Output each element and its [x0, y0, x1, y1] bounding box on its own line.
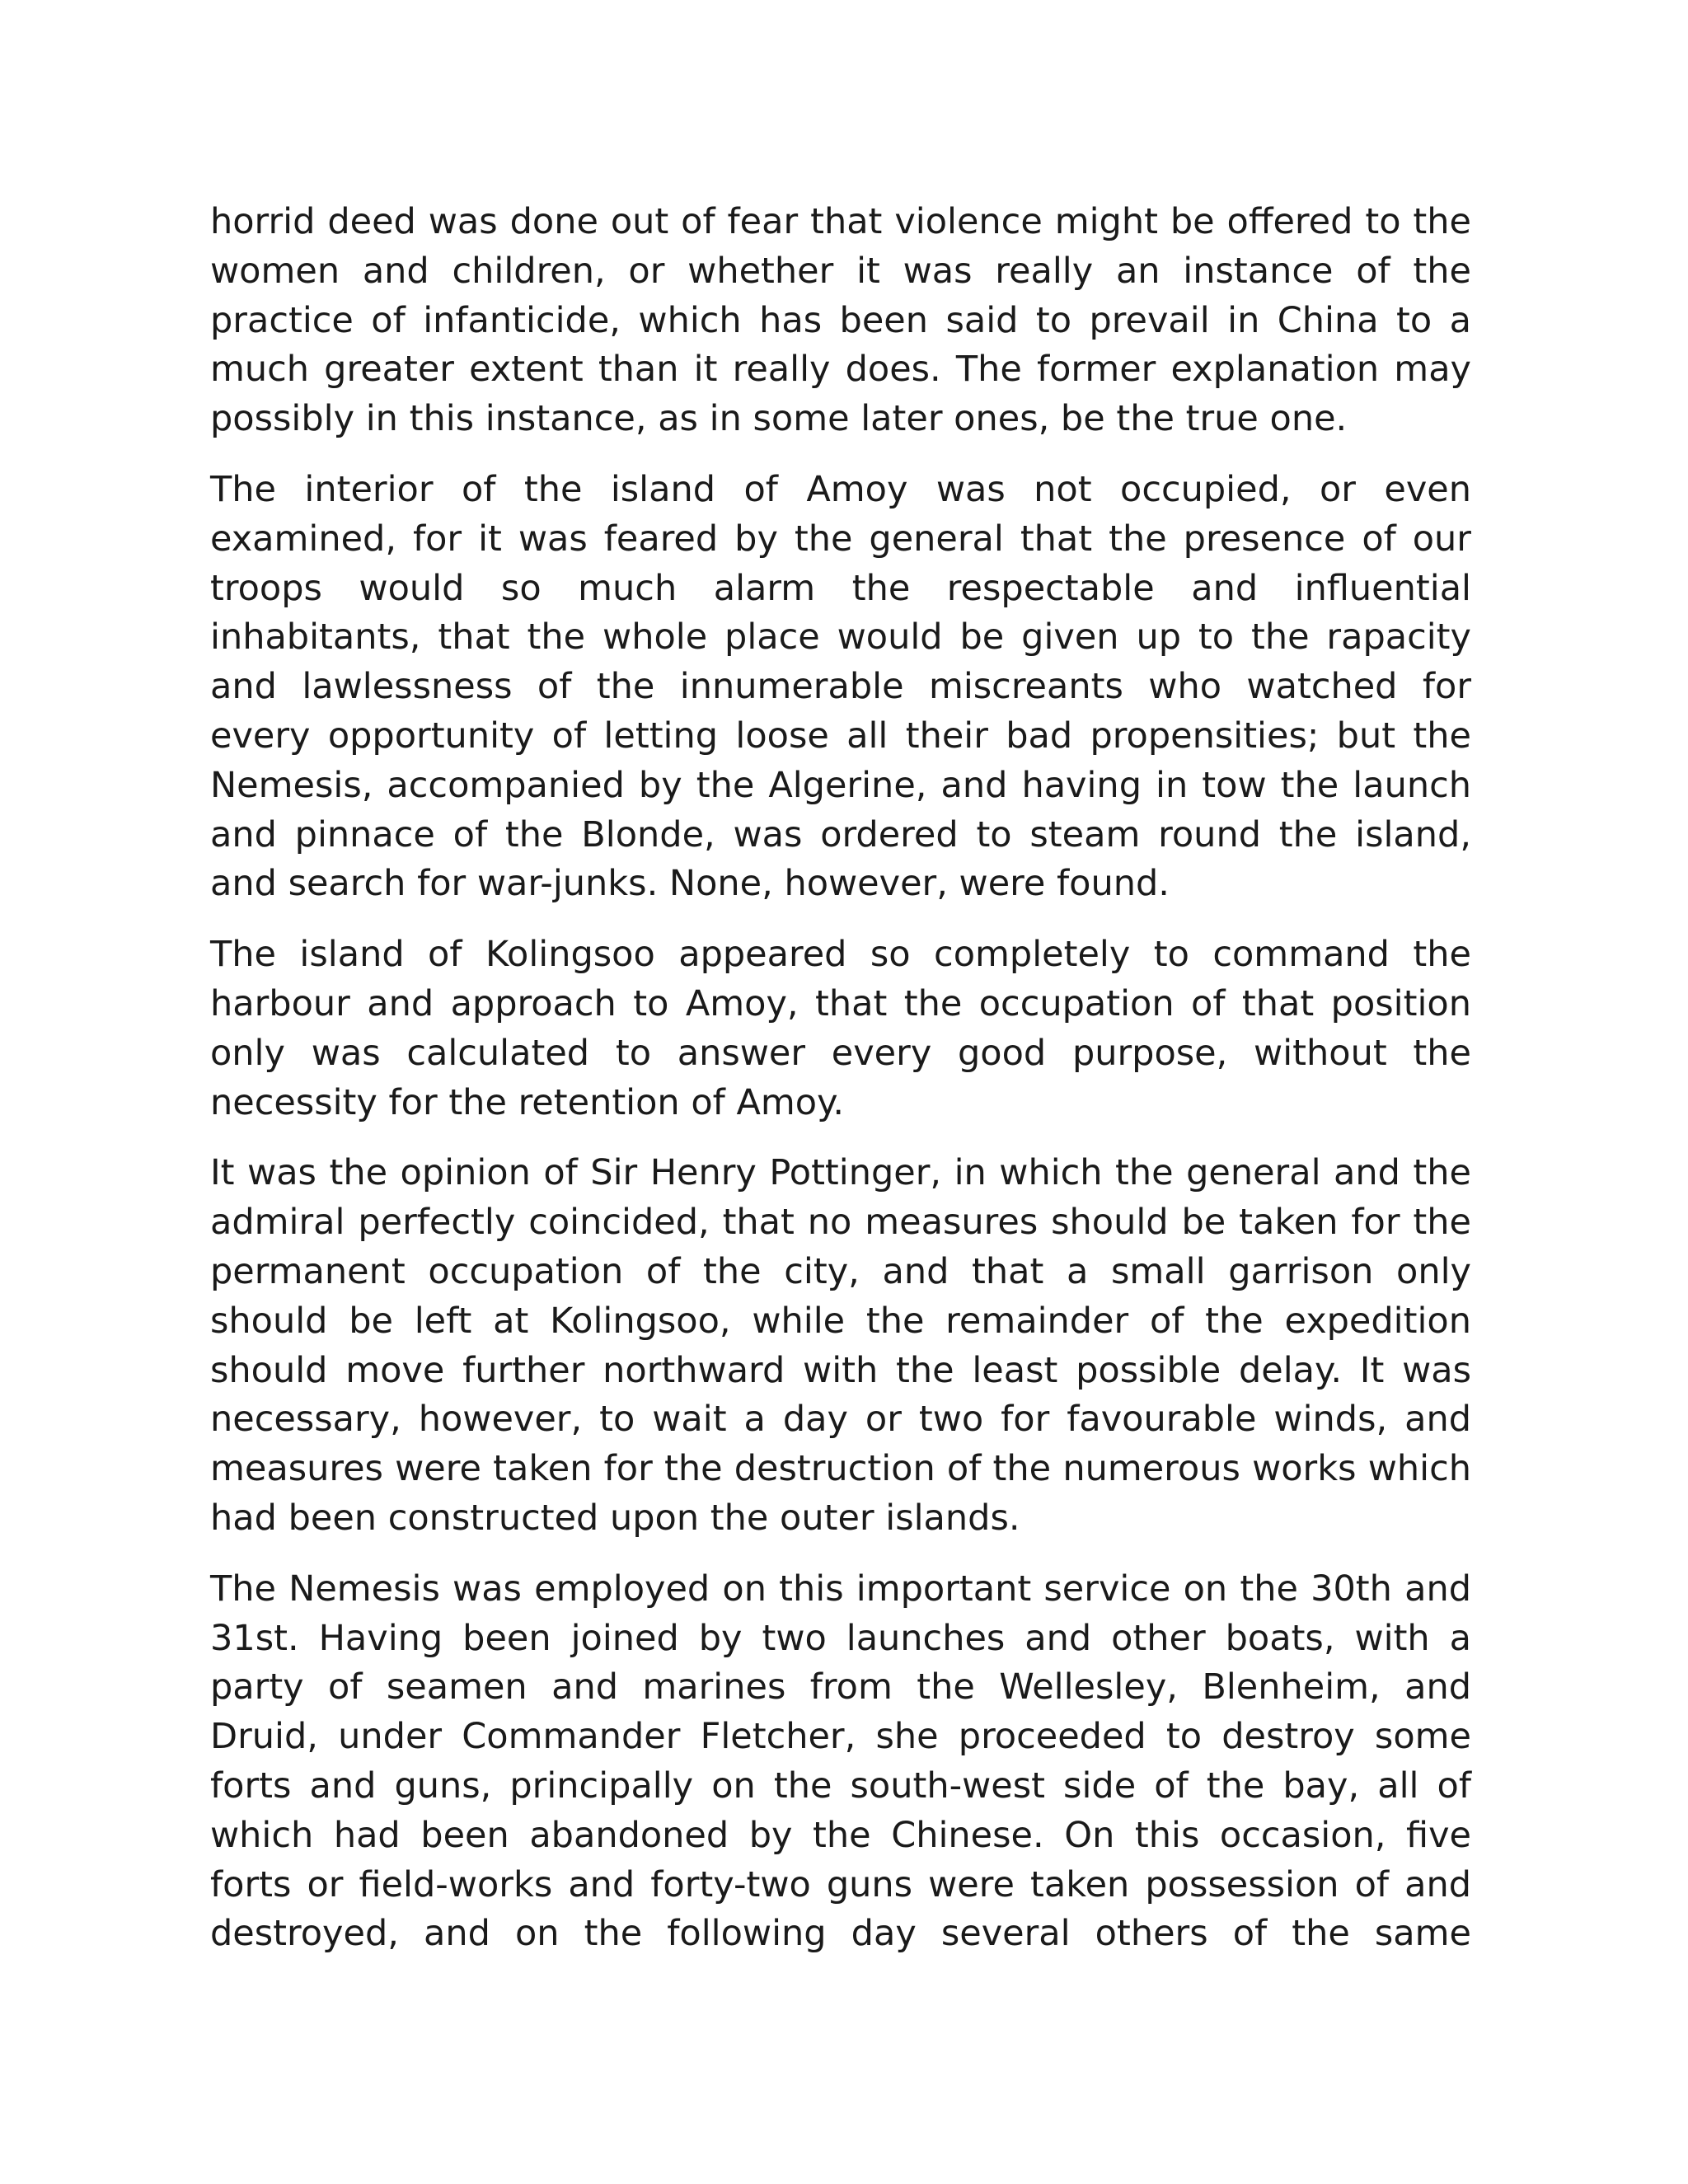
- body-text: [210, 198, 1471, 1959]
- paragraph-4: It was the opinion of Sir Henry Pottinger, in which the general and the admiral perfectly coincided, that no measures should be taken for the permanent occupation of the city, and that a small garrison only should be left at Kolingsoo, while the remainder of the expedition should move further northward with the least possible delay. It was necessary, however, to wait a day or two for favourable winds, and measures were taken for the destruction of the numerous works which had been constructed upon the outer islands.: [210, 1152, 1471, 1539]
- paragraph-3: The island of Kolingsoo appeared so completely to command the harbour and approach to Amoy, that the occupation of that position only was calculated to answer every good purpose, without the necessity for the retention of Amoy.: [210, 934, 1471, 1123]
- paragraph-1: horrid deed was done out of fear that violence might be offered to the women and children, or whether it was really an instance of the practice of infanticide, which has been said to prevail in China to a much greater extent than it really does. The former explanation may possibly in this instance, as in some later ones, be the true one.: [210, 201, 1471, 440]
- paragraph-5: The Nemesis was employed on this important service on the 30th and 31st. Having been joined by two launches and other boats, with a party of seamen and marines from the Wellesley, Blenheim, and Druid, under Commander Fletcher, she proceeded to destroy some forts and guns, principally on the south-west side of the bay, all of which had been abandoned by the Chinese. On this occasion, five forts or field-works and forty-two guns were taken possession of and destroyed, and on the following day several others of the same: [210, 1568, 1471, 1955]
- paragraph-2: The interior of the island of Amoy was not occupied, or even examined, for it was feared by the general that the presence of our troops would so much alarm the respectable and influential inhabitants, that the whole place would be given up to the rapacity and lawlessness of the innumerable miscreants who watched for every opportunity of letting loose all their bad propensities; but the Nemesis, accompanied by the Algerine, and having in tow the launch and pinnace of the Blonde, was ordered to steam round the island, and search for war-junks. None, however, were found.: [210, 468, 1471, 905]
